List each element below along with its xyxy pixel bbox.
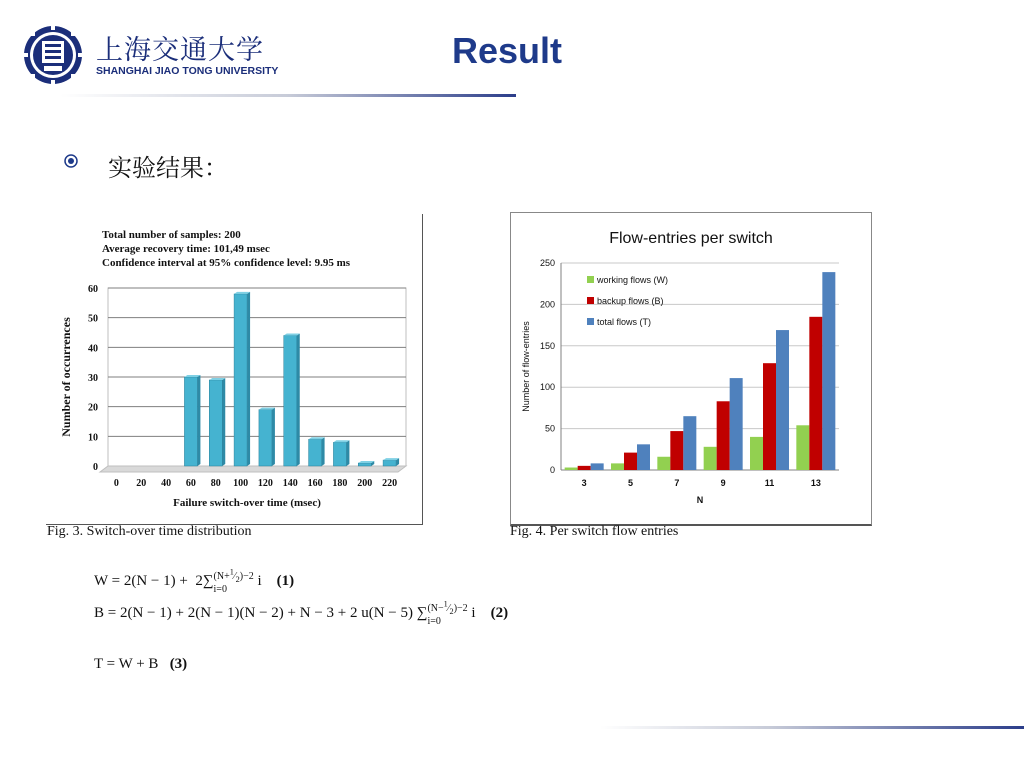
fig3-x-tick: 220 xyxy=(382,478,398,489)
fig3-x-tick: 160 xyxy=(307,478,323,489)
fig3-bar xyxy=(358,463,371,466)
target-bullet-icon xyxy=(64,154,78,173)
fig3-x-tick: 180 xyxy=(332,478,348,489)
logo-chinese-name: 上海交通大学 xyxy=(96,35,264,66)
fig3-histogram xyxy=(46,214,423,525)
fig3-bar-side xyxy=(247,292,250,466)
fig4-bar xyxy=(624,453,637,470)
fig4-bar xyxy=(637,444,650,470)
fig4-bar xyxy=(717,401,730,470)
fig3-bar xyxy=(184,377,197,466)
fig4-legend-label: working flows (W) xyxy=(597,275,669,285)
fig3-floor xyxy=(100,466,406,472)
fig4-y-tick: 200 xyxy=(539,299,555,310)
fig3-x-tick: 100 xyxy=(233,478,249,489)
fig4-y-tick: 100 xyxy=(539,382,555,393)
fig4-x-tick: 13 xyxy=(810,478,821,488)
fig4-bar xyxy=(796,425,809,470)
fig4-bar xyxy=(750,437,763,470)
fig3-y-tick: 50 xyxy=(88,313,98,325)
fig4-bar xyxy=(730,378,743,470)
fig3-note: Average recovery time: 101,49 msec xyxy=(102,243,270,255)
fig4-x-tick: 3 xyxy=(581,478,587,488)
university-seal-icon xyxy=(22,24,92,86)
equation-t-text: T = W + B xyxy=(94,656,159,672)
fig3-x-tick: 140 xyxy=(282,478,298,489)
fig3-x-label: Failure switch-over time (msec) xyxy=(173,497,321,509)
fig4-y-tick: 250 xyxy=(539,258,555,268)
fig4-bar xyxy=(809,317,822,470)
fig3-caption: Fig. 3. Switch-over time distribution xyxy=(47,524,252,539)
fig3-note: Confidence interval at 95% confidence level: 9.95 ms xyxy=(102,257,351,269)
slide-title: Result xyxy=(452,30,563,71)
bullet-text: 实验结果： xyxy=(108,154,228,182)
logo-english-name: SHANGHAI JIAO TONG UNIVERSITY xyxy=(96,65,279,77)
fig3-x-tick: 200 xyxy=(357,478,373,489)
fig4-caption: Fig. 4. Per switch flow entries xyxy=(510,524,679,539)
fig3-x-tick: 60 xyxy=(185,478,196,489)
fig4-bar xyxy=(683,416,696,470)
equation-b-number: (2) xyxy=(490,605,509,622)
fig4-legend-swatch xyxy=(587,318,594,325)
fig3-bar-side xyxy=(322,437,325,466)
footer-divider xyxy=(600,726,1024,729)
fig4-bar xyxy=(704,447,717,470)
fig3-y-tick: 40 xyxy=(88,343,98,355)
fig3-y-tick: 20 xyxy=(88,402,98,414)
fig4-legend-label: total flows (T) xyxy=(597,317,652,327)
fig4-x-label: N xyxy=(696,495,704,505)
fig3-bar-side xyxy=(272,408,275,466)
fig3-bar xyxy=(383,460,396,466)
fig4-bar xyxy=(578,466,591,470)
fig3-bar-side xyxy=(197,375,200,466)
fig4-legend-label: backup flows (B) xyxy=(597,296,664,306)
fig3-x-tick: 0 xyxy=(113,478,119,489)
fig4-legend-swatch xyxy=(587,276,594,283)
fig4-title: Flow-entries per switch xyxy=(609,230,773,247)
fig4-bar xyxy=(763,363,776,470)
fig4-bar xyxy=(776,330,789,470)
fig4-bar xyxy=(822,272,835,470)
fig4-x-tick: 7 xyxy=(674,478,680,488)
fig3-y-tick: 60 xyxy=(88,284,98,295)
fig3-y-tick: 0 xyxy=(93,462,98,473)
fig3-y-tick: 10 xyxy=(88,432,98,444)
fig3-bar xyxy=(333,442,346,466)
fig3-x-tick: 120 xyxy=(257,478,273,489)
fig3-chart-svg xyxy=(46,214,422,524)
fig4-bar-chart xyxy=(510,212,872,526)
fig3-x-tick: 20 xyxy=(136,478,147,489)
fig4-bar xyxy=(611,463,624,470)
fig4-bar xyxy=(670,431,683,470)
fig3-bar xyxy=(284,335,297,466)
fig3-y-tick: 30 xyxy=(88,373,98,384)
equation-b: B = 2(N − 1) + 2(N − 1)(N − 2) + N − 3 + 2 u(N − 5) $\sum(N-^1⁄_2)-2$ i=0 i (2) xyxy=(94,600,509,628)
fig4-y-label: Number of flow-entries xyxy=(521,321,531,412)
fig4-y-tick: 150 xyxy=(539,340,555,351)
fig3-bar-side xyxy=(222,378,225,466)
fig4-bar xyxy=(591,463,604,470)
fig4-y-tick: 0 xyxy=(549,465,555,475)
fig3-y-label: Number of occurrences xyxy=(59,317,73,437)
equation-t xyxy=(94,656,187,673)
fig4-y-tick: 50 xyxy=(544,423,555,434)
fig4-x-tick: 5 xyxy=(627,478,634,488)
fig3-bar xyxy=(259,410,272,466)
fig3-bar xyxy=(209,380,222,466)
title-divider xyxy=(60,94,516,97)
fig4-x-tick: 11 xyxy=(764,478,775,488)
fig4-x-tick: 9 xyxy=(720,478,726,488)
fig3-x-tick: 40 xyxy=(161,478,172,489)
fig3-bar-side xyxy=(297,333,300,466)
fig4-bar xyxy=(657,457,670,470)
equation-w: $W = 2(N - 1) + 2\sum(N+^1⁄_2)-2$ i=0 i (1) xyxy=(94,568,295,596)
fig4-legend-swatch xyxy=(587,297,594,304)
equation-t-number: (3) xyxy=(169,656,188,672)
fig3-bar xyxy=(234,294,247,466)
equation-w-number: (1) xyxy=(276,573,295,590)
fig3-note: Total number of samples: 200 xyxy=(102,229,241,241)
fig3-bar-side xyxy=(346,440,349,466)
fig3-x-tick: 80 xyxy=(210,478,221,489)
fig4-chart-svg xyxy=(511,213,871,522)
fig3-bar xyxy=(309,439,322,466)
fig4-bar xyxy=(565,468,578,470)
